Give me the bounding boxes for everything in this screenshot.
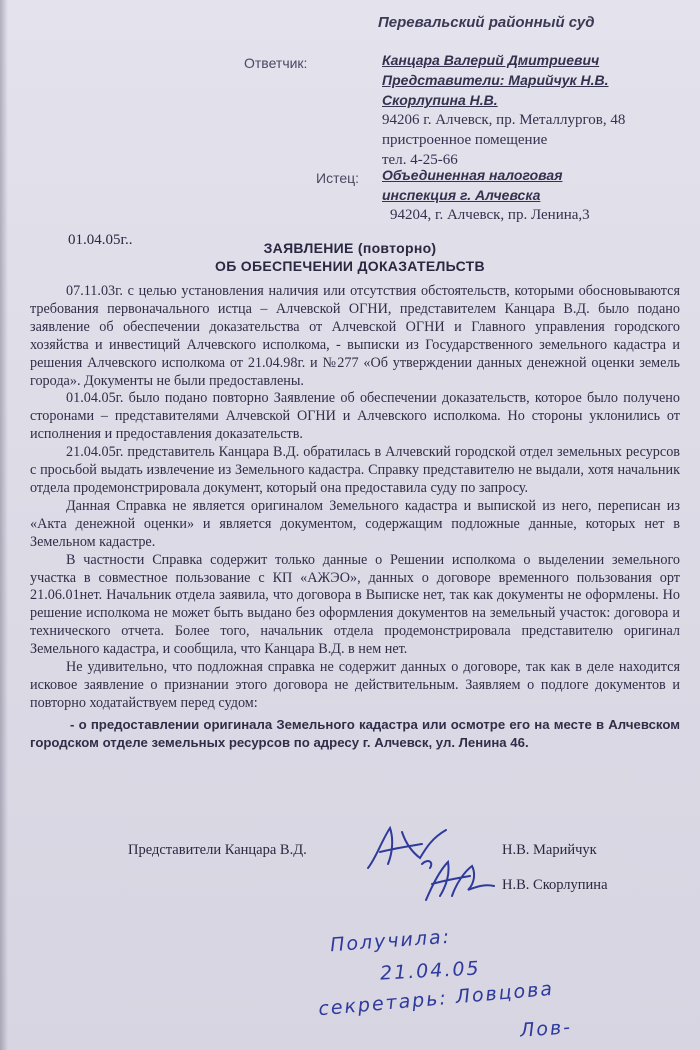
defendant-representatives-cont: Скорлупина Н.В. bbox=[382, 92, 498, 108]
paragraph: Не удивительно, что подложная справка не содержит данных о договоре, так как в деле находится исковое заявление о признании этого договора не действительным. Заявляем о подлоге документов и повторно ходатайствуем перед судом: bbox=[30, 659, 680, 711]
defendant-name: Канцара Валерий Дмитриевич bbox=[382, 52, 600, 68]
signature-skorlupina-icon bbox=[418, 856, 500, 906]
plaintiff-block bbox=[382, 165, 590, 225]
page-edge-shadow bbox=[0, 0, 8, 1050]
paragraph: 01.04.05г. было подано повторно Заявление об обеспечении доказательств, которое было получено сторонами – представителями Алчевской ОГНИ и Алчевского исполкома. Но стороны уклонились от исполнения и предоставления доказательств. bbox=[30, 390, 680, 443]
defendant-premises: пристроенное помещение bbox=[382, 132, 548, 148]
court-name: Перевальский районный суд bbox=[378, 14, 595, 31]
paragraph: В частности Справка содержит только данные о Решении исполкома о выделении земельного участка в совместное пользование с КП «АЖЭО», данных о договоре временного пользования орт 21.06.01нет. Начальник отдела заявила, что договора в Выписке нет, так как документы не оформлены. Но решение исполкома не может быть выдано без оформления документов на земельный участок: договора и технического отчета. Более того, начальник отдела продемонстрировала представителю оригинал Земельного кадастра, и сообщила, что Канцара В.Д. в нем нет. bbox=[30, 551, 680, 658]
document-title: ЗАЯВЛЕНИЕ (повторно) bbox=[263, 240, 437, 256]
handwritten-secretary: секретарь: Ловцова bbox=[317, 977, 555, 1021]
defendant-address: 94206 г. Алчевск, пр. Металлургов, 48 bbox=[382, 112, 626, 128]
paragraph: 21.04.05г. представитель Канцара В.Д. обратилась в Алчевский городской отдел земельных ресурсов с просьбой выдать извлечение из Земельного кадастра. Справку представителю не выдали, хотя начальник отдела продемонстрировала документ, который она предоставила суду по запросу. bbox=[30, 444, 680, 496]
defendant-label: Ответчик: bbox=[244, 55, 308, 71]
document-body bbox=[30, 283, 680, 753]
paragraph: Данная Справка не является оригиналом Земельного кадастра и выпиской из него, переписан из «Акта денежной оценки» и является документом, содержащим подложные данные, которых нет в Земельном кадастре. bbox=[30, 497, 680, 550]
document-date: 01.04.05г.. bbox=[68, 232, 133, 248]
defendant-block bbox=[382, 50, 625, 170]
representative-name-2: Н.В. Скорлупина bbox=[502, 877, 608, 893]
representatives-label: Представители Канцара В.Д. bbox=[128, 842, 307, 858]
request-paragraph: - о предоставлении оригинала Земельного кадастра или осмотре его на месте в Алчевском городском отделе земельных ресурсов по адресу г. Алчевск, ул. Ленина 46. bbox=[30, 716, 680, 751]
plaintiff-address: 94204, г. Алчевск, пр. Ленина,3 bbox=[390, 207, 590, 223]
paragraph: 07.11.03г. с целью установления наличия или отсутствия обстоятельств, которыми обосновываются требования первоначального истца – Алчевской ОГНИ, представителем Канцара В.Д. было подано заявление об обеспечении доказательства от Алчевской ОГНИ и Главного управления городского хозяйства и инвестиций Алчевского исполкома, - выписки из Государственного земельного кадастра и решения Алчевского исполкома от 21.04.98г. и №277 «Об утверждении данных денежной оценки земель города». Документы не были предоставлены. bbox=[30, 283, 680, 389]
defendant-phone: тел. 4-25-66 bbox=[382, 152, 458, 168]
representative-name-1: Н.В. Марийчук bbox=[502, 842, 597, 858]
defendant-representatives: Представители: Марийчук Н.В. bbox=[382, 72, 609, 88]
handwritten-date: 21.04.05 bbox=[379, 957, 482, 985]
handwritten-received: Получила: bbox=[329, 925, 452, 957]
plaintiff-label: Истец: bbox=[316, 170, 360, 186]
plaintiff-name: Объединенная налоговая bbox=[382, 167, 563, 183]
handwritten-initials: Лов- bbox=[519, 1016, 573, 1042]
document-subtitle: ОБ ОБЕСПЕЧЕНИИ ДОКАЗАТЕЛЬСТВ bbox=[215, 258, 485, 274]
plaintiff-name-cont: инспекция г. Алчевска bbox=[382, 187, 541, 203]
